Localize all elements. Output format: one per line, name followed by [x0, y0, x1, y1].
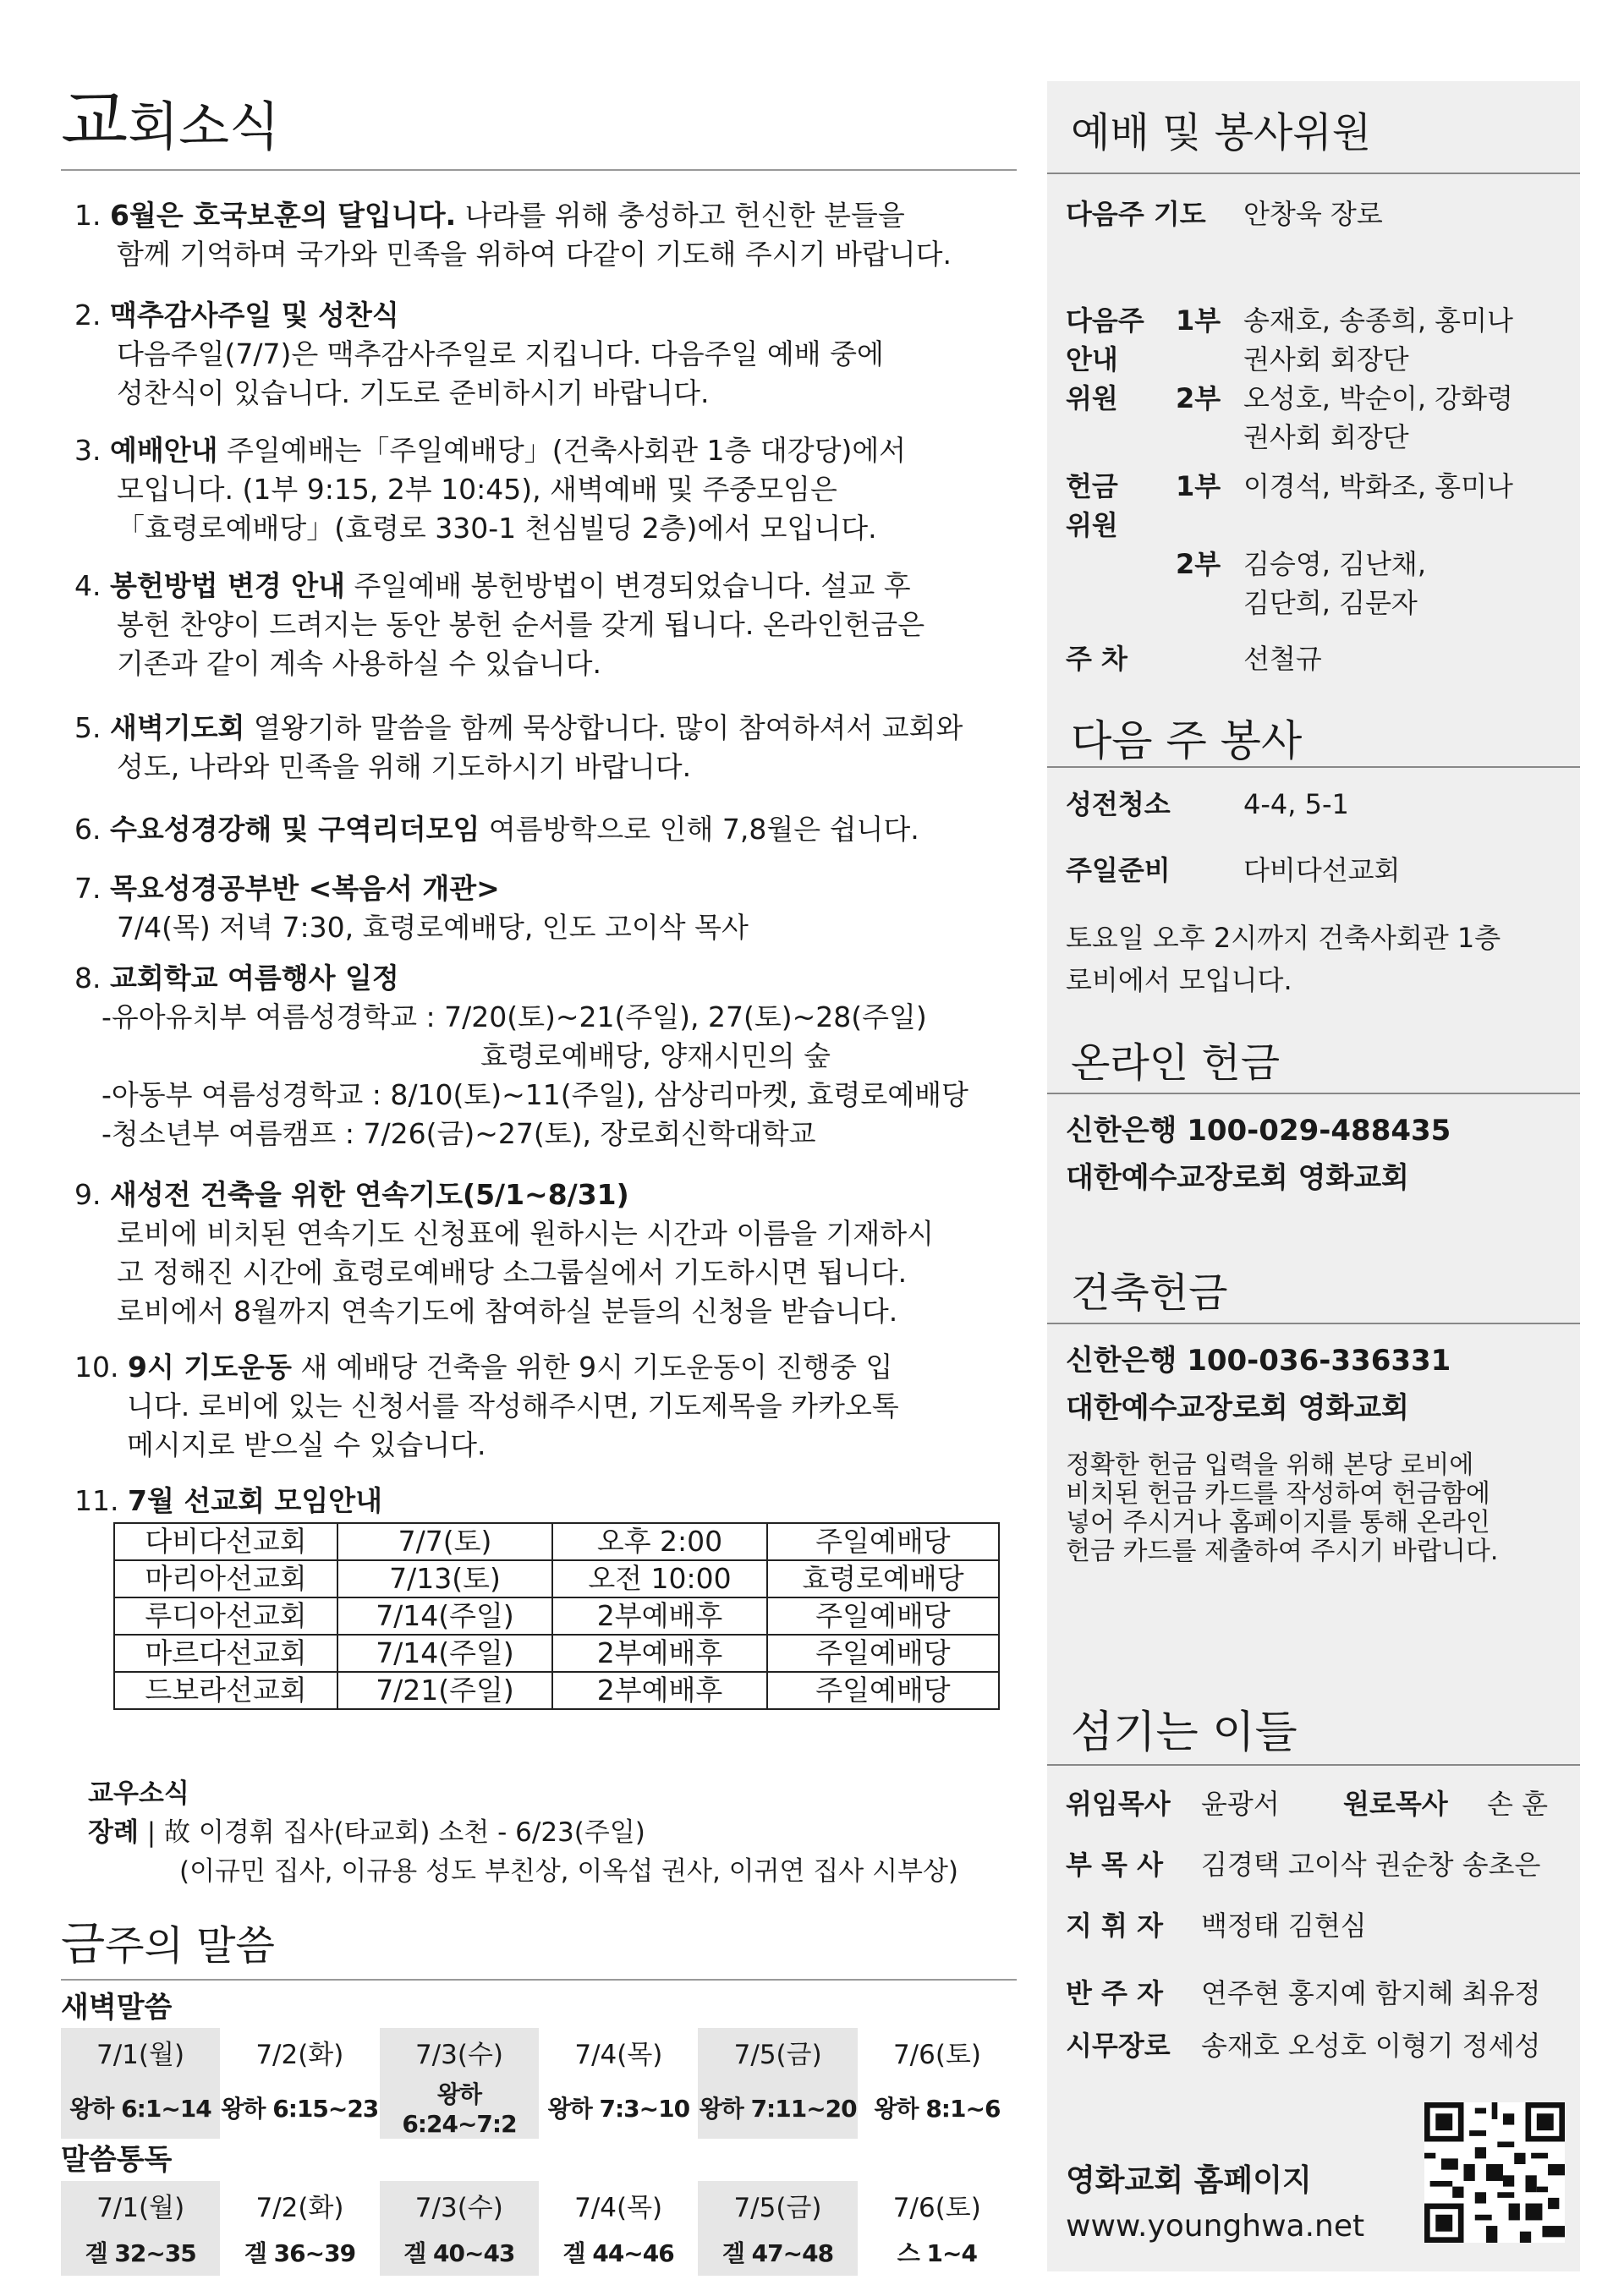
- announcement-line: 니다. 로비에 있는 신청서를 작성해주시면, 기도제목을 카카오톡: [127, 1389, 899, 1422]
- table-row: [114, 1597, 999, 1635]
- announcement-line: 함께 기억하며 국가와 민족을 위하여 다같이 기도해 주시기 바랍니다.: [117, 238, 952, 271]
- announcement-title: 9시 기도운동: [127, 1351, 292, 1384]
- table-cell: 7/14(주일): [337, 1597, 552, 1635]
- dawn-word-label: 새벽말씀: [61, 1991, 173, 2025]
- announcement-text: 새 예배당 건축을 위한 9시 기도운동이 진행중 입: [291, 1351, 893, 1384]
- service-title: 다음 주 봉사: [1071, 716, 1303, 765]
- building-offering-title: 건축헌금: [1071, 1269, 1228, 1317]
- mission-meeting-table: [113, 1522, 1000, 1710]
- guide-label-2: 안내: [1066, 343, 1118, 375]
- reading-ref-row: [61, 2228, 1017, 2276]
- announcement-headline: [74, 1482, 1013, 1521]
- table-cell: 2부예배후: [552, 1635, 767, 1672]
- announcement-line: 성도, 나라와 민족을 위해 기도하시기 바랍니다.: [117, 750, 692, 783]
- announcement-item: [74, 810, 1013, 849]
- offer-2a: 김승영, 김난채,: [1243, 548, 1426, 580]
- dawn-day-cell: 7/4(목): [574, 2039, 663, 2070]
- service-note-1: 토요일 오후 2시까지 건축사회관 1층: [1066, 922, 1501, 954]
- online-offering-title: 온라인 헌금: [1071, 1039, 1281, 1087]
- dawn-ref-cell: 왕하 7:11~20: [698, 2075, 858, 2139]
- reading-day-cell: 7/2(화): [255, 2192, 344, 2223]
- table-cell: 오전 10:00: [552, 1560, 767, 1597]
- funeral-label: 장례: [88, 1817, 139, 1848]
- building-note: [1066, 1451, 1498, 1566]
- table-cell: 주일예배당: [767, 1635, 999, 1672]
- table-cell: 7/7(토): [337, 1523, 552, 1560]
- online-holder: 대한예수교장로회 영화교회: [1066, 1161, 1409, 1195]
- announcement-title: 새벽기도회: [109, 711, 245, 744]
- announcement-title: 예배안내: [109, 434, 218, 467]
- table-cell: 주일예배당: [767, 1672, 999, 1709]
- table-cell: 2부예배후: [552, 1672, 767, 1709]
- table-row: [114, 1635, 999, 1672]
- dawn-ref-cell: 왕하 8:1~6: [874, 2094, 1001, 2123]
- guide-2a: 오성호, 박순이, 강화령: [1243, 382, 1513, 414]
- announcement-item: [74, 869, 1013, 947]
- dawn-ref-cell: 왕하 6:1~14: [61, 2075, 220, 2139]
- announcement-number: 1.: [74, 199, 110, 232]
- announcement-item: [74, 709, 1013, 786]
- announcement-number: 4.: [74, 569, 110, 602]
- dawn-day-cell: 7/3(수): [380, 2028, 540, 2075]
- announcement-title: 맥추감사주일 및 성찬식: [109, 299, 399, 332]
- building-note-line: 정확한 헌금 입력을 위해 본당 로비에: [1066, 1450, 1474, 1480]
- table-cell: 드보라선교회: [114, 1672, 337, 1709]
- announcement-line: 로비에 비치된 연속기도 신청표에 원하시는 시간과 이름을 기재하시: [117, 1217, 935, 1250]
- right-sidebar: [1047, 81, 1580, 2271]
- table-cell: 다비다선교회: [114, 1523, 337, 1560]
- member-news-label: 교우소식: [88, 1778, 189, 1809]
- parking-name: 선철규: [1243, 643, 1322, 675]
- announcement-headline: [74, 709, 1013, 748]
- announcement-item: [74, 296, 1013, 413]
- reading-day-cell: 7/4(목): [574, 2192, 663, 2223]
- announcement-text: 여름방학으로 인해 7,8월은 쉽니다.: [480, 813, 919, 846]
- announcement-headline: [74, 431, 1013, 470]
- announcement-title: 6월은 호국보훈의 달입니다.: [109, 199, 457, 232]
- announcement-number: 2.: [74, 299, 110, 332]
- reading-day-cell: 7/6(토): [892, 2192, 981, 2223]
- table-cell: 루디아선교회: [114, 1597, 337, 1635]
- table-cell: 7/13(토): [337, 1560, 552, 1597]
- reading-ref-cell: 겔 47~48: [698, 2228, 857, 2276]
- table-row: [114, 1560, 999, 1597]
- announcement-line: 봉헌 찬양이 드려지는 동안 봉헌 순서를 갖게 됩니다. 온라인헌금은: [117, 608, 925, 641]
- announcement-line: 7/4(목) 저녁 7:30, 효령로예배당, 인도 고이삭 목사: [117, 911, 749, 944]
- announcement-title: 새성전 건축을 위한 연속기도(5/1~8/31): [109, 1178, 629, 1211]
- reading-ref-cell: 겔 32~35: [61, 2228, 220, 2276]
- offer-part-2: 2부: [1176, 548, 1221, 580]
- servant-role: 원로목사: [1343, 1788, 1448, 1820]
- servants-title: 섬기는 이들: [1071, 1707, 1298, 1758]
- prayer-name: 안창욱 장로: [1243, 198, 1383, 230]
- announcement-headline: [74, 959, 1013, 998]
- guide-label-3: 위원: [1066, 382, 1118, 414]
- announcement-item: [74, 567, 1013, 683]
- announcement-line: -유아유치부 여름성경학교 : 7/20(토)~21(주일), 27(토)~28(주일): [102, 1000, 927, 1033]
- announcement-text: 주일예배 봉헌방법이 변경되었습니다. 설교 후: [345, 569, 911, 602]
- reading-day-cell: 7/1(월): [61, 2181, 220, 2228]
- announcement-headline: [74, 296, 1013, 335]
- announcement-number: 9.: [74, 1178, 110, 1211]
- church-news-title: 교회소식: [61, 81, 1017, 171]
- servant-names: 손 훈: [1487, 1788, 1548, 1820]
- announcement-item: [74, 1482, 1013, 1521]
- reading-ref-cell: 스 1~4: [897, 2239, 977, 2267]
- reading-label: 말씀통독: [61, 2143, 173, 2177]
- servant-names: 연주현 홍지예 함지혜 최유정: [1201, 1977, 1541, 2009]
- reading-day-row: [61, 2181, 1017, 2228]
- announcement-item: [74, 431, 1013, 548]
- member-news: [88, 1774, 958, 1891]
- announcement-title: 교회학교 여름행사 일정: [109, 962, 399, 995]
- announcement-headline: [74, 1175, 1013, 1214]
- announcement-number: 11.: [74, 1484, 128, 1517]
- guide-1a: 송재호, 송종희, 홍미나: [1243, 304, 1513, 337]
- offer-part-1: 1부: [1176, 470, 1221, 502]
- announcement-item: [74, 1175, 1013, 1331]
- dawn-ref-row: [61, 2075, 1017, 2139]
- worship-title: 예배 및 봉사위원: [1071, 109, 1372, 156]
- announcement-title: 봉헌방법 변경 안내: [109, 569, 345, 602]
- announcement-headline: [74, 567, 1013, 606]
- reading-ref-cell: 겔 44~46: [562, 2239, 674, 2267]
- offer-2b: 김단희, 김문자: [1243, 587, 1418, 619]
- prayer-label: 다음주 기도: [1066, 198, 1206, 230]
- servant-role: 시무장로: [1066, 2030, 1171, 2062]
- dawn-day-cell: 7/2(화): [255, 2039, 344, 2070]
- servant-role: 반 주 자: [1066, 1977, 1164, 2009]
- table-cell: 오후 2:00: [552, 1523, 767, 1560]
- table-row: [114, 1672, 999, 1709]
- announcement-text: 열왕기하 말씀을 함께 묵상합니다. 많이 참여하셔서 교회와: [244, 711, 963, 744]
- table-cell: 효령로예배당: [767, 1560, 999, 1597]
- table-cell: 마리아선교회: [114, 1560, 337, 1597]
- servant-role: 위임목사: [1066, 1788, 1171, 1820]
- guide-part-2: 2부: [1176, 382, 1221, 414]
- building-note-line: 비치된 헌금 카드를 작성하여 헌금함에: [1066, 1479, 1490, 1509]
- servant-names: 윤광서: [1201, 1788, 1280, 1820]
- reading-day-cell: 7/3(수): [380, 2181, 539, 2228]
- prep-value: 다비다선교회: [1243, 854, 1401, 886]
- dawn-day-cell: 7/5(금): [698, 2028, 858, 2075]
- announcement-title: 7월 선교회 모임안내: [127, 1484, 382, 1517]
- word-section: [61, 1913, 1017, 2276]
- funeral-text: | 故 이경휘 집사(타교회) 소천 - 6/23(주일): [138, 1817, 645, 1848]
- announcement-number: 10.: [74, 1351, 128, 1384]
- announcement-number: 8.: [74, 962, 110, 995]
- building-holder: 대한예수교장로회 영화교회: [1066, 1391, 1409, 1425]
- guide-part-1: 1부: [1176, 304, 1221, 337]
- announcement-line: -아동부 여름성경학교 : 8/10(토)~11(주일), 삼상리마켓, 효령로예배당: [102, 1078, 968, 1111]
- word-title: 금주의 말씀: [61, 1913, 1017, 1981]
- reading-ref-cell: 겔 40~43: [380, 2228, 539, 2276]
- clean-label: 성전청소: [1066, 788, 1171, 820]
- announcement-headline: [74, 1348, 1013, 1387]
- parking-label: 주 차: [1066, 643, 1127, 675]
- online-bank: 신한은행 100-029-488435: [1066, 1114, 1451, 1148]
- dawn-ref-cell: 왕하 7:3~10: [547, 2094, 690, 2123]
- announcement-item: [74, 959, 1013, 1153]
- servant-names: 송재호 오성호 이형기 정세성: [1201, 2030, 1541, 2062]
- announcement-text: 나라를 위해 충성하고 헌신한 분들을: [456, 199, 905, 232]
- building-bank: 신한은행 100-036-336331: [1066, 1344, 1451, 1378]
- offer-label-2: 위원: [1066, 509, 1118, 541]
- table-cell: 2부예배후: [552, 1597, 767, 1635]
- announcement-number: 3.: [74, 434, 110, 467]
- announcement-line: 모입니다. (1부 9:15, 2부 10:45), 새벽예배 및 주중모임은: [117, 473, 837, 506]
- servant-names: 김경택 고이삭 권순창 송초은: [1201, 1849, 1541, 1881]
- announcement-number: 7.: [74, 872, 110, 905]
- table-cell: 마르다선교회: [114, 1635, 337, 1672]
- announcement-line: 다음주일(7/7)은 맥추감사주일로 지킵니다. 다음주일 예배 중에: [117, 337, 884, 370]
- dawn-word-table: [61, 2028, 1017, 2139]
- announcement-line: 「효령로예배당」(효령로 330-1 천심빌딩 2층)에서 모입니다.: [117, 512, 877, 545]
- dawn-ref-cell: 왕하 6:24~7:2: [380, 2075, 540, 2139]
- reading-table: [61, 2181, 1017, 2276]
- service-note-2: 로비에서 모입니다.: [1066, 964, 1292, 996]
- offer-1: 이경석, 박화조, 홍미나: [1243, 470, 1513, 502]
- homepage-label: 영화교회 홈페이지: [1066, 2163, 1312, 2198]
- table-cell: 주일예배당: [767, 1597, 999, 1635]
- announcement-line: 기존과 같이 계속 사용하실 수 있습니다.: [117, 647, 601, 680]
- guide-2b: 권사회 회장단: [1243, 421, 1409, 453]
- announcement-line: 로비에서 8월까지 연속기도에 참여하실 분들의 신청을 받습니다.: [117, 1295, 898, 1328]
- announcement-title: 목요성경공부반 <복음서 개관>: [109, 872, 500, 905]
- servant-names: 백정태 김현심: [1201, 1910, 1367, 1942]
- guide-label-1: 다음주: [1066, 304, 1144, 337]
- clean-value: 4-4, 5-1: [1243, 788, 1349, 820]
- guide-1b: 권사회 회장단: [1243, 343, 1409, 375]
- announcement-item: [74, 196, 1013, 274]
- church-news-column: [61, 81, 1017, 171]
- qr-code-icon[interactable]: [1424, 2102, 1565, 2243]
- announcement-title: 수요성경강해 및 구역리더모임: [109, 813, 480, 846]
- homepage-url[interactable]: www.younghwa.net: [1066, 2209, 1365, 2244]
- dawn-day-cell: 7/6(토): [892, 2039, 981, 2070]
- funeral-text-2: (이규민 집사, 이규용 성도 부친상, 이옥섭 권사, 이귀연 집사 시부상): [179, 1856, 959, 1887]
- reading-ref-cell: 겔 36~39: [244, 2239, 356, 2267]
- announcement-line: 고 정해진 시간에 효령로예배당 소그룹실에서 기도하시면 됩니다.: [117, 1256, 908, 1289]
- dawn-day-row: [61, 2028, 1017, 2075]
- reading-day-cell: 7/5(금): [698, 2181, 857, 2228]
- table-cell: 7/21(주일): [337, 1672, 552, 1709]
- building-note-line: 헌금 카드를 제출하여 주시기 바랍니다.: [1066, 1537, 1499, 1566]
- announcement-headline: [74, 196, 1013, 235]
- announcement-line: 메시지로 받으실 수 있습니다.: [127, 1428, 486, 1461]
- dawn-day-cell: 7/1(월): [61, 2028, 220, 2075]
- announcement-line: 효령로예배당, 양재시민의 숲: [480, 1039, 831, 1072]
- announcement-item: [74, 1348, 1013, 1465]
- announcement-headline: [74, 810, 1013, 849]
- announcement-line: 성찬식이 있습니다. 기도로 준비하시기 바랍니다.: [117, 376, 710, 409]
- building-note-line: 넣어 주시거나 홈페이지를 통해 온라인: [1066, 1508, 1490, 1537]
- announcement-headline: [74, 869, 1013, 908]
- servant-role: 부 목 사: [1066, 1849, 1164, 1881]
- table-cell: 주일예배당: [767, 1523, 999, 1560]
- servant-role: 지 휘 자: [1066, 1910, 1164, 1942]
- announcement-text: 주일예배는「주일예배당」(건축사회관 1층 대강당)에서: [217, 434, 907, 467]
- table-cell: 7/14(주일): [337, 1635, 552, 1672]
- prep-label: 주일준비: [1066, 854, 1171, 886]
- dawn-ref-cell: 왕하 6:15~23: [221, 2094, 379, 2123]
- offer-label-1: 헌금: [1066, 470, 1118, 502]
- table-row: [114, 1523, 999, 1560]
- announcement-number: 5.: [74, 711, 110, 744]
- announcement-line: -청소년부 여름캠프 : 7/26(금)~27(토), 장로회신학대학교: [102, 1117, 816, 1150]
- announcement-number: 6.: [74, 813, 110, 846]
